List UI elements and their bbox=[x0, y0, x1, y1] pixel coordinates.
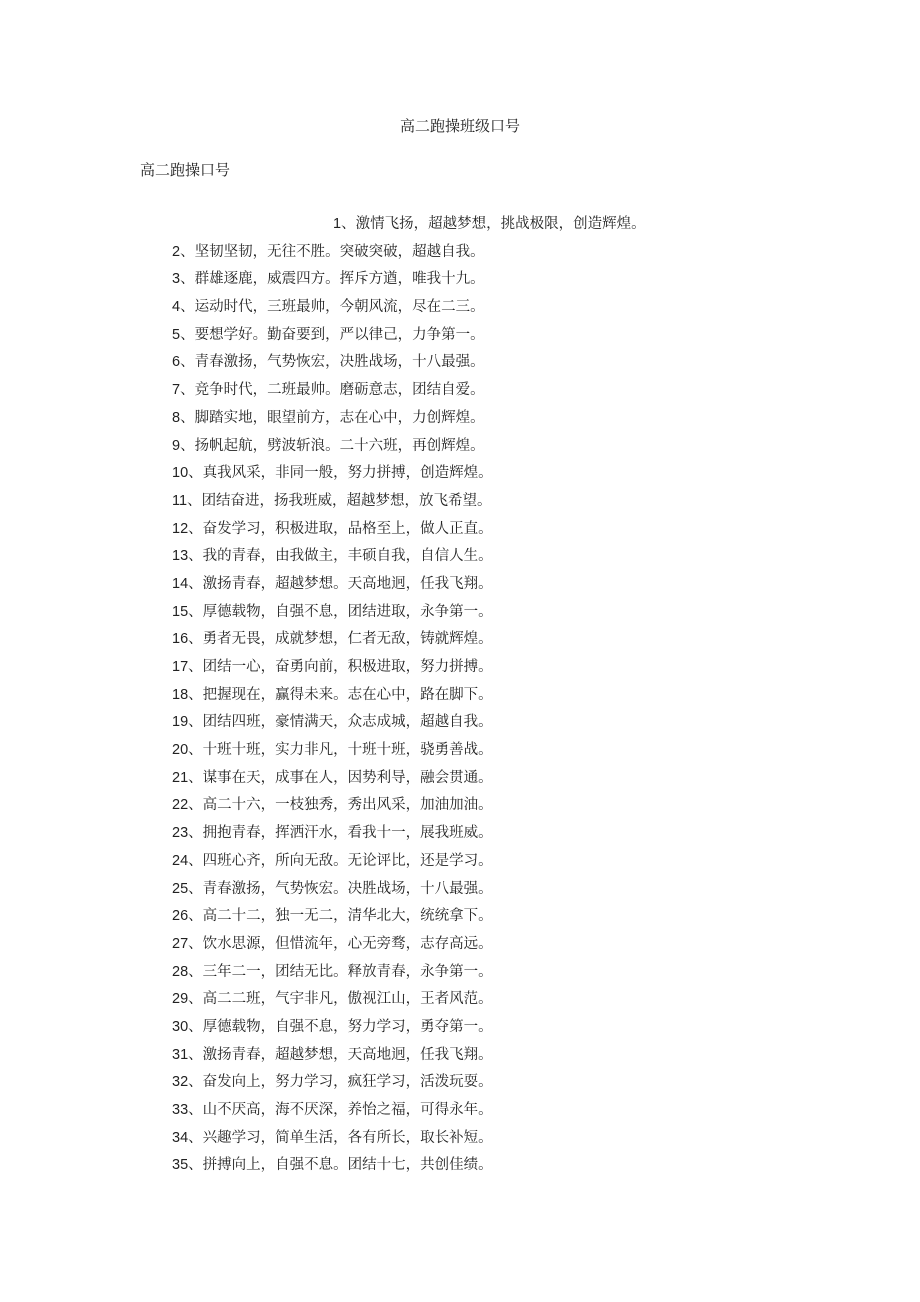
slogan-separator: 、 bbox=[341, 216, 356, 232]
slogan-number: 21 bbox=[172, 769, 189, 786]
slogan-number: 16 bbox=[172, 631, 189, 648]
slogan-item bbox=[0, 377, 920, 405]
slogan-separator: 、 bbox=[188, 1046, 203, 1063]
slogan-separator: 、 bbox=[188, 963, 203, 980]
slogan-item bbox=[0, 959, 920, 987]
slogan-number: 12 bbox=[172, 520, 189, 537]
slogan-item bbox=[0, 737, 920, 765]
slogan-item bbox=[0, 405, 920, 433]
slogan-number: 22 bbox=[172, 797, 189, 814]
slogan-separator: 、 bbox=[180, 437, 195, 454]
document-title: 高二跑操班级口号 bbox=[399, 117, 520, 135]
slogan-text: 运动时代，三班最帅，今朝风流，尽在二三。 bbox=[194, 299, 485, 316]
slogan-item bbox=[0, 626, 920, 654]
slogan-text: 三年二一，团结无比。释放青春，永争第一。 bbox=[202, 963, 493, 980]
slogan-separator: 、 bbox=[188, 1018, 203, 1035]
slogan-separator: 、 bbox=[188, 1102, 203, 1118]
slogan-text: 团结四班，豪情满天，众志成城，超越自我。 bbox=[202, 714, 493, 731]
slogan-separator: 、 bbox=[188, 520, 203, 537]
slogan-separator: 、 bbox=[188, 1157, 203, 1174]
slogan-separator: 、 bbox=[188, 575, 203, 592]
slogan-number: 26 bbox=[172, 908, 189, 925]
slogan-text: 群雄逐鹿，威震四方。挥斥方遒，唯我十九。 bbox=[194, 271, 485, 288]
slogan-text: 奋发学习，积极进取，品格至上，做人正直。 bbox=[202, 520, 493, 537]
slogan-text: 要想学好。勤奋要到，严以律己，力争第一。 bbox=[194, 326, 485, 343]
slogan-number: 11 bbox=[172, 492, 188, 509]
slogan-item bbox=[0, 433, 920, 461]
slogan-item bbox=[0, 294, 920, 322]
slogan-number: 27 bbox=[172, 935, 189, 952]
slogan-number: 13 bbox=[172, 548, 189, 565]
slogan-number: 28 bbox=[172, 963, 189, 980]
slogan-item bbox=[0, 1097, 920, 1125]
slogan-text: 厚德载物，自强不息，努力学习，勇夺第一。 bbox=[202, 1018, 493, 1035]
slogan-text: 四班心齐，所向无敌。无论评比，还是学习。 bbox=[202, 852, 493, 869]
slogan-text: 我的青春，由我做主，丰硕自我，自信人生。 bbox=[202, 548, 493, 565]
slogan-text: 扬帆起航，劈波斩浪。二十六班，再创辉煌。 bbox=[194, 437, 485, 454]
slogan-number: 20 bbox=[172, 742, 189, 759]
slogan-separator: 、 bbox=[188, 742, 203, 759]
slogan-number: 2 bbox=[172, 243, 181, 260]
slogan-text: 坚韧坚韧，无往不胜。突破突破，超越自我。 bbox=[194, 243, 485, 260]
slogan-text: 谋事在天，成事在人，因势利导，融会贯通。 bbox=[202, 769, 493, 786]
slogan-text: 激扬青春，超越梦想。天高地迥，任我飞翔。 bbox=[202, 575, 493, 592]
slogan-text: 十班十班，实力非凡，十班十班，骁勇善战。 bbox=[202, 742, 493, 759]
slogan-separator: 、 bbox=[188, 935, 203, 952]
slogan-item bbox=[0, 543, 920, 571]
slogan-item bbox=[0, 1125, 920, 1153]
slogan-item bbox=[0, 765, 920, 793]
slogan-item bbox=[0, 709, 920, 737]
slogan-item bbox=[0, 516, 920, 544]
slogan-separator: 、 bbox=[188, 603, 203, 620]
slogan-number: 14 bbox=[172, 575, 189, 592]
slogan-number: 30 bbox=[172, 1018, 189, 1035]
slogan-text: 兴趣学习，简单生活，各有所长，取长补短。 bbox=[202, 1129, 493, 1146]
slogan-number: 8 bbox=[172, 409, 181, 426]
slogan-item bbox=[0, 266, 920, 294]
slogan-text: 勇者无畏，成就梦想，仁者无敌，铸就辉煌。 bbox=[202, 631, 493, 648]
slogan-separator: 、 bbox=[188, 825, 203, 842]
slogan-separator: 、 bbox=[180, 382, 195, 399]
slogan-separator: 、 bbox=[188, 1129, 203, 1146]
slogan-text: 青春激扬，气势恢宏。决胜战场，十八最强。 bbox=[202, 880, 493, 897]
slogan-item bbox=[0, 848, 920, 876]
slogan-separator: 、 bbox=[180, 271, 195, 288]
slogan-separator: 、 bbox=[188, 797, 203, 814]
slogan-separator: 、 bbox=[187, 492, 202, 509]
slogan-item bbox=[0, 239, 920, 267]
slogan-number: 5 bbox=[172, 326, 181, 343]
slogan-text: 团结奋进，扬我班威，超越梦想，放飞希望。 bbox=[201, 492, 492, 509]
slogan-item bbox=[0, 792, 920, 820]
slogan-item bbox=[0, 488, 920, 516]
slogan-text: 山不厌高，海不厌深，养怡之福，可得永年。 bbox=[202, 1102, 493, 1118]
slogan-text: 把握现在，赢得未来。志在心中，路在脚下。 bbox=[202, 686, 493, 703]
slogan-number: 31 bbox=[172, 1046, 189, 1063]
slogan-number: 1 bbox=[333, 216, 342, 232]
slogan-text: 激情飞扬，超越梦想，挑战极限，创造辉煌。 bbox=[355, 216, 646, 232]
slogan-number: 35 bbox=[172, 1157, 189, 1174]
slogan-text: 高二二班，气宇非凡，傲视江山，王者风范。 bbox=[202, 991, 493, 1008]
slogan-separator: 、 bbox=[188, 714, 203, 731]
slogan-separator: 、 bbox=[188, 1074, 203, 1091]
slogan-separator: 、 bbox=[188, 908, 203, 925]
slogan-text: 高二十六，一枝独秀，秀出风采，加油加油。 bbox=[202, 797, 493, 814]
slogan-number: 25 bbox=[172, 880, 189, 897]
slogan-separator: 、 bbox=[188, 686, 203, 703]
slogan-separator: 、 bbox=[180, 243, 195, 260]
slogan-item bbox=[0, 1014, 920, 1042]
slogan-item bbox=[0, 1152, 920, 1180]
slogan-number: 19 bbox=[172, 714, 189, 731]
slogan-text: 高二十二，独一无二，清华北大，统统拿下。 bbox=[202, 908, 493, 925]
slogan-item bbox=[0, 571, 920, 599]
slogan-separator: 、 bbox=[188, 659, 203, 675]
slogan-item bbox=[0, 460, 920, 488]
slogan-number: 10 bbox=[172, 465, 189, 482]
slogan-item bbox=[0, 322, 920, 350]
slogan-number: 34 bbox=[172, 1129, 189, 1146]
slogan-text: 激扬青春，超越梦想，天高地迥，任我飞翔。 bbox=[202, 1046, 493, 1063]
slogan-separator: 、 bbox=[180, 354, 195, 371]
slogan-number: 23 bbox=[172, 825, 189, 842]
slogan-number: 32 bbox=[172, 1074, 189, 1091]
slogan-separator: 、 bbox=[188, 631, 203, 648]
slogan-number: 18 bbox=[172, 686, 189, 703]
slogan-separator: 、 bbox=[188, 769, 203, 786]
slogan-number: 9 bbox=[172, 437, 181, 454]
slogan-number: 4 bbox=[172, 299, 181, 316]
slogan-separator: 、 bbox=[188, 991, 203, 1008]
slogan-separator: 、 bbox=[188, 880, 203, 897]
slogan-item bbox=[0, 820, 920, 848]
slogan-number: 15 bbox=[172, 603, 189, 620]
slogan-number: 29 bbox=[172, 991, 189, 1008]
slogan-text: 厚德载物，自强不息，团结进取，永争第一。 bbox=[202, 603, 493, 620]
slogan-text: 饮水思源，但惜流年，心无旁骛，志存高远。 bbox=[202, 935, 493, 952]
slogan-number: 33 bbox=[172, 1102, 189, 1118]
slogan-text: 真我风采，非同一般，努力拼搏，创造辉煌。 bbox=[202, 465, 493, 482]
slogan-item bbox=[0, 211, 920, 239]
slogan-separator: 、 bbox=[188, 465, 203, 482]
slogan-item bbox=[0, 1069, 920, 1097]
slogan-text: 竞争时代，二班最帅。磨砺意志，团结自爱。 bbox=[194, 382, 485, 399]
slogan-item bbox=[0, 654, 920, 682]
slogan-item bbox=[0, 1042, 920, 1070]
slogan-item bbox=[0, 876, 920, 904]
slogan-item bbox=[0, 349, 920, 377]
document-subtitle: 高二跑操口号 bbox=[140, 161, 231, 179]
slogan-number: 6 bbox=[172, 354, 181, 371]
slogan-item bbox=[0, 682, 920, 710]
slogan-separator: 、 bbox=[180, 409, 195, 426]
slogan-list bbox=[0, 211, 920, 1180]
slogan-separator: 、 bbox=[180, 326, 195, 343]
slogan-separator: 、 bbox=[188, 548, 203, 565]
slogan-item bbox=[0, 903, 920, 931]
slogan-text: 青春激扬，气势恢宏，决胜战场，十八最强。 bbox=[194, 354, 485, 371]
slogan-number: 3 bbox=[172, 271, 181, 288]
slogan-text: 拥抱青春，挥洒汗水，看我十一，展我班威。 bbox=[202, 825, 493, 842]
slogan-separator: 、 bbox=[180, 299, 195, 316]
slogan-number: 17 bbox=[172, 659, 189, 675]
slogan-item bbox=[0, 931, 920, 959]
slogan-item bbox=[0, 986, 920, 1014]
slogan-text: 团结一心，奋勇向前，积极进取，努力拼搏。 bbox=[202, 659, 493, 675]
slogan-item bbox=[0, 599, 920, 627]
slogan-text: 拼搏向上，自强不息。团结十七，共创佳绩。 bbox=[202, 1157, 493, 1174]
slogan-text: 脚踏实地，眼望前方，志在心中，力创辉煌。 bbox=[194, 409, 485, 426]
slogan-number: 7 bbox=[172, 382, 181, 399]
slogan-text: 奋发向上，努力学习，疯狂学习，活泼玩耍。 bbox=[202, 1074, 493, 1091]
slogan-separator: 、 bbox=[188, 852, 203, 869]
slogan-number: 24 bbox=[172, 852, 189, 869]
